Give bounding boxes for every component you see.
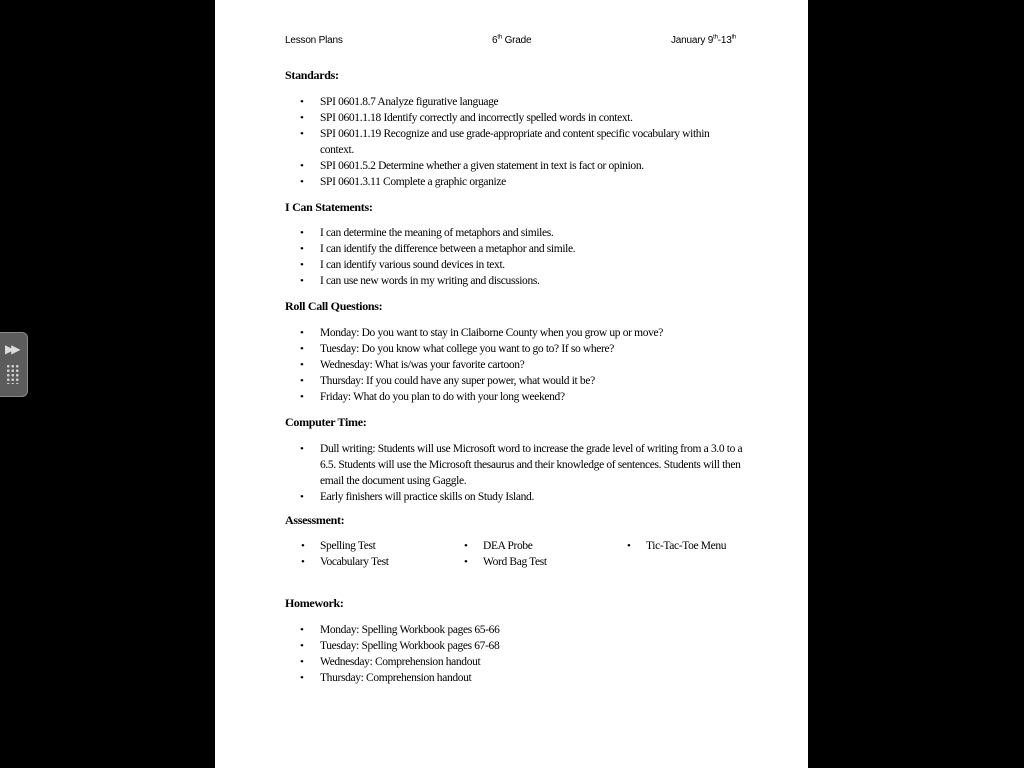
list-item: • Friday: What do you plan to do with your long weekend? [285,389,745,405]
standards-list [285,94,745,190]
list-item: • Word Bag Test [464,554,547,570]
list-item: • SPI 0601.8.7 Analyze figurative language [285,94,745,110]
computer-list [285,441,745,505]
list-item: • SPI 0601.1.18 Identify correctly and incorrectly spelled words in context. [285,110,745,126]
keypad-grid-icon[interactable] [6,364,20,384]
header-left: Lesson Plans [285,35,343,46]
list-item: • Tuesday: Do you know what college you want to go to? If so where? [285,341,745,357]
ican-heading: I Can Statements: [285,200,373,214]
computer-heading: Computer Time: [285,415,367,429]
header-right: January 9th-13th [671,34,737,46]
assessment-col-2 [464,538,547,570]
list-item: • Dull writing: Students will use Microsoft word to increase the grade level of writing from a 3.0 to a 6.5. Students will use the Microsoft thesaurus and their knowledge of sentences. Students will then email the document using Gaggle. [285,441,745,489]
list-item: • I can identify the difference between a metaphor and simile. [285,241,745,257]
list-item: • Thursday: If you could have any super power, what would it be? [285,373,745,389]
list-item: • DEA Probe [464,538,547,554]
list-item: • Wednesday: Comprehension handout [285,654,745,670]
side-panel-tab[interactable] [0,332,28,397]
list-item: • Monday: Spelling Workbook pages 65-66 [285,622,745,638]
header-center: 6th Grade [492,34,532,46]
rollcall-heading: Roll Call Questions: [285,299,383,313]
assessment-col-1 [301,538,389,570]
assessment-heading: Assessment: [285,513,345,527]
list-item: • Vocabulary Test [301,554,389,570]
standards-heading: Standards: [285,68,339,82]
list-item: • Wednesday: What is/was your favorite cartoon? [285,357,745,373]
document-page [215,0,808,768]
list-item: • Tic-Tac-Toe Menu [627,538,726,554]
list-item: • Thursday: Comprehension handout [285,670,745,686]
fast-forward-icon[interactable]: ▶▶ [5,342,18,356]
list-item: • I can identify various sound devices in text. [285,257,745,273]
homework-heading: Homework: [285,596,344,610]
list-item: • I can use new words in my writing and discussions. [285,273,745,289]
homework-list [285,622,745,686]
list-item: • Early finishers will practice skills on Study Island. [285,489,745,505]
list-item: • SPI 0601.3.11 Complete a graphic organize [285,174,745,190]
list-item: • SPI 0601.5.2 Determine whether a given statement in text is fact or opinion. [285,158,745,174]
list-item: • Spelling Test [301,538,389,554]
list-item: • SPI 0601.1.19 Recognize and use grade-appropriate and content specific vocabulary within context. [285,126,745,158]
assessment-col-3 [627,538,726,554]
list-item: • Monday: Do you want to stay in Claiborne County when you grow up or move? [285,325,745,341]
ican-list [285,225,745,289]
rollcall-list [285,325,745,405]
list-item: • I can determine the meaning of metaphors and similes. [285,225,745,241]
list-item: • Tuesday: Spelling Workbook pages 67-68 [285,638,745,654]
